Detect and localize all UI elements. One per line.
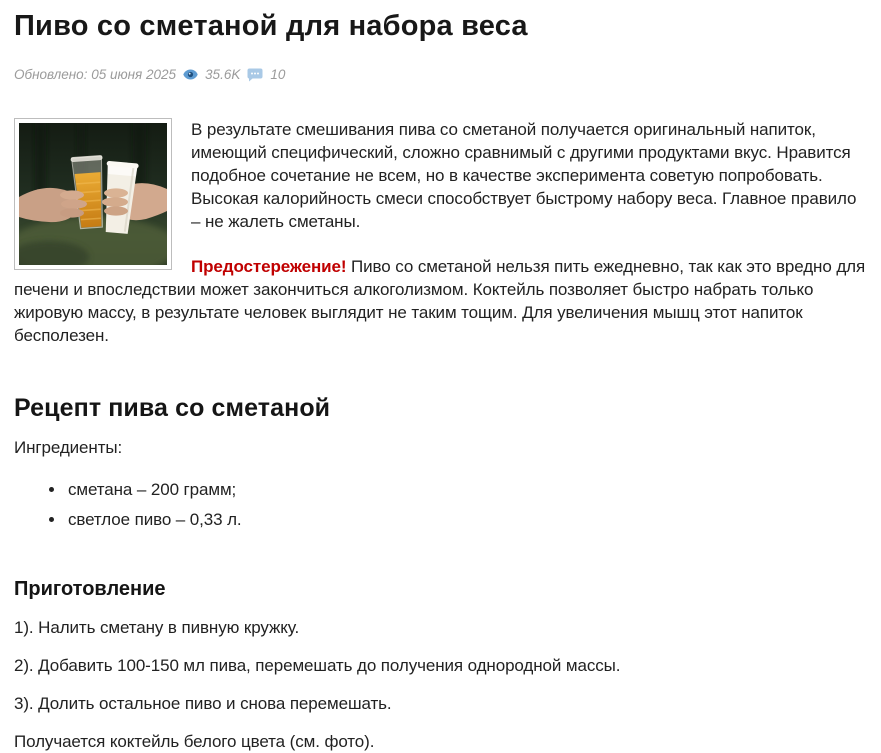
intro-paragraph: В результате смешивания пива со сметаной получается оригинальный напиток, имеющий специфический, сложно сравнимый с другими продуктами вкус. Нравится подобное сочетание не всем, но в качестве эксперимента советую попробовать. Высокая калорийность смеси способствует быстрому набору веса. Главное правило – не жалеть сметаны. <box>191 120 857 232</box>
page-title: Пиво со сметаной для набора веса <box>14 10 528 42</box>
preparation-step: 2). Добавить 100-150 мл пива, перемешать до получения однородной массы. <box>14 656 621 676</box>
preparation-step: 3). Долить остальное пиво и снова перемешать. <box>14 694 392 714</box>
eye-icon <box>183 69 198 80</box>
beer-sourcream-photo <box>19 123 167 265</box>
views-count: 35.6K <box>205 67 241 83</box>
ingredients-label: Ингредиенты: <box>14 438 123 458</box>
warning-label: Предостережение! <box>191 257 347 277</box>
ingredients-list <box>14 478 869 531</box>
recipe-heading: Рецепт пива со сметаной <box>14 394 331 423</box>
ingredient-item: • сметана – 200 грамм; <box>66 478 869 501</box>
article-meta <box>14 67 869 82</box>
article-photo-frame <box>14 118 172 270</box>
ingredient-item: • светлое пиво – 0,33 л. <box>66 508 869 531</box>
updated-label: Обновлено: 05 июня 2025 <box>14 67 177 83</box>
comment-bubble-icon <box>247 68 263 82</box>
preparation-step: 1). Налить сметану в пивную кружку. <box>14 618 300 638</box>
comments-count: 10 <box>270 67 286 83</box>
preparation-result: Получается коктейль белого цвета (см. фото). <box>14 732 375 752</box>
article-body <box>14 118 869 347</box>
preparation-heading: Приготовление <box>14 578 166 601</box>
warning-text: Пиво со сметаной нельзя пить ежедневно, так как это вредно для печени и впоследствии может закончиться алкоголизмом. Коктейль позволяет быстро набрать только жировую массу, в результате человек выглядит не таким тощим. Для увеличения мышц этот напиток бесполезен. <box>14 257 866 346</box>
